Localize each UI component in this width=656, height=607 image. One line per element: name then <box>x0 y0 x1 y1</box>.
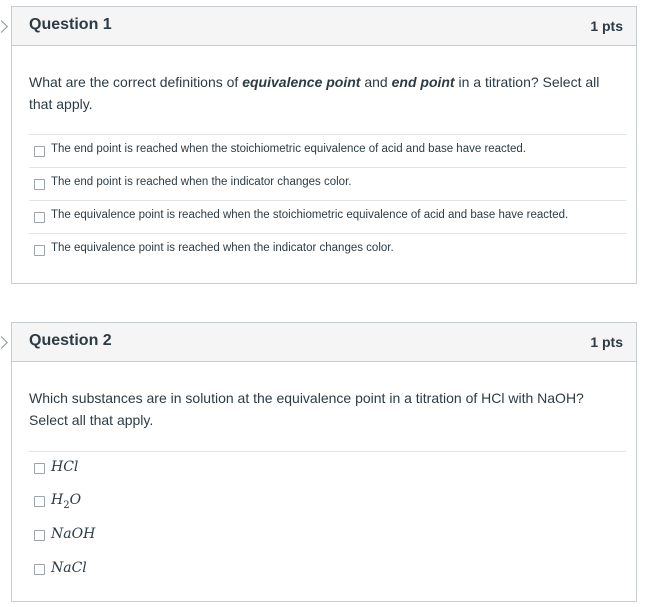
answer-label: The equivalence point is reached when the indicator changes color. <box>51 242 394 254</box>
term-end-point: end point <box>391 74 455 90</box>
answer-label: The end point is reached when the stoichiometric equivalence of acid and base have reacted. <box>51 143 526 155</box>
question-title: Question 1 <box>29 16 112 33</box>
question-card-2 <box>11 322 637 602</box>
answer-list <box>29 134 626 266</box>
question-card-1 <box>11 6 637 284</box>
answer-option[interactable] <box>29 233 626 266</box>
checkbox-icon[interactable] <box>34 530 45 541</box>
checkbox-icon[interactable] <box>34 245 45 256</box>
answer-option[interactable] <box>29 451 626 485</box>
answer-label: HCl <box>51 459 79 475</box>
checkbox-icon[interactable] <box>34 463 45 474</box>
answer-list <box>29 451 626 587</box>
answer-label: NaOH <box>51 526 96 542</box>
question-title: Question 2 <box>29 332 112 349</box>
question-text: Which substances are in solution at the equivalence point in a titration of HCl with NaOH? Select all that apply. <box>29 390 584 428</box>
answer-option[interactable] <box>29 167 626 200</box>
answer-label: NaCl <box>51 560 87 576</box>
answer-option[interactable] <box>29 134 626 167</box>
question-text: What are the correct definitions of equivalence point and end point in a titration? Select all that apply. <box>29 74 600 112</box>
chevron-right-icon <box>0 20 8 33</box>
question-points: 1 pts <box>590 18 623 34</box>
answer-option[interactable] <box>29 553 626 587</box>
checkbox-icon[interactable] <box>34 146 45 157</box>
question-header <box>12 7 636 46</box>
term-equivalence-point: equivalence point <box>242 74 361 90</box>
checkbox-icon[interactable] <box>34 496 45 507</box>
checkbox-icon[interactable] <box>34 564 45 575</box>
checkbox-icon[interactable] <box>34 212 45 223</box>
answer-label: The end point is reached when the indicator changes color. <box>51 176 352 188</box>
question-header <box>12 323 636 362</box>
answer-option[interactable] <box>29 200 626 233</box>
answer-label: $H_2O$ <box>51 492 82 511</box>
answer-label: The equivalence point is reached when the stoichiometric equivalence of acid and base have reacted. <box>51 209 569 221</box>
answer-option[interactable] <box>29 519 626 553</box>
checkbox-icon[interactable] <box>34 179 45 190</box>
question-points: 1 pts <box>590 334 623 350</box>
answer-option[interactable] <box>29 485 626 519</box>
chevron-right-icon <box>0 336 8 349</box>
